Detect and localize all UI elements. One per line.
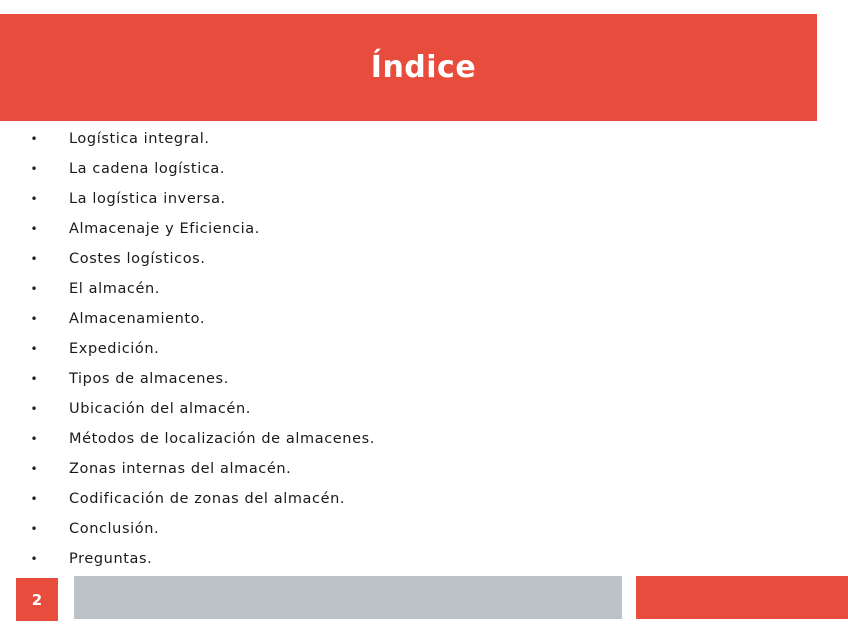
bullet-icon: • — [30, 282, 38, 296]
list-item-label: Métodos de localización de almacenes. — [69, 431, 375, 447]
list-item-label: Costes logísticos. — [69, 251, 206, 267]
list-item — [0, 394, 817, 424]
bullet-icon: • — [30, 222, 38, 236]
list-item-label: Almacenamiento. — [69, 311, 206, 327]
list-item-label: El almacén. — [69, 281, 161, 297]
bullet-icon: • — [30, 342, 38, 356]
page-number: 2 — [31, 590, 43, 609]
bullet-icon: • — [30, 402, 38, 416]
list-item-label: La logística inversa. — [69, 191, 226, 207]
bullet-icon: • — [30, 522, 38, 536]
list-item-label: Conclusión. — [69, 521, 160, 537]
bullet-icon: • — [30, 252, 38, 266]
list-item — [0, 544, 817, 574]
list-item — [0, 304, 817, 334]
bullet-icon: • — [30, 462, 38, 476]
list-item-label: Tipos de almacenes. — [69, 371, 229, 387]
list-item-label: Preguntas. — [69, 551, 153, 567]
bullet-icon: • — [30, 162, 38, 176]
list-item — [0, 484, 817, 514]
list-item-label: Codificación de zonas del almacén. — [69, 491, 346, 507]
list-item — [0, 334, 817, 364]
bullet-icon: • — [30, 312, 38, 326]
list-item — [0, 364, 817, 394]
footer-gray-bar — [74, 576, 622, 619]
list-item-label: La cadena logística. — [69, 161, 226, 177]
list-item — [0, 214, 817, 244]
list-item-label: Almacenaje y Eficiencia. — [69, 221, 260, 237]
bullet-icon: • — [30, 372, 38, 386]
index-list — [0, 124, 817, 574]
list-item — [0, 274, 817, 304]
list-item — [0, 454, 817, 484]
list-item — [0, 124, 817, 154]
list-item-label: Zonas internas del almacén. — [69, 461, 292, 477]
list-item-label: Expedición. — [69, 341, 160, 357]
list-item — [0, 244, 817, 274]
title-bar — [0, 14, 817, 121]
bullet-icon: • — [30, 192, 38, 206]
list-item-label: Logística integral. — [69, 131, 210, 147]
list-item — [0, 184, 817, 214]
list-item — [0, 424, 817, 454]
slide-title: Índice — [370, 50, 477, 85]
list-item — [0, 514, 817, 544]
bullet-icon: • — [30, 132, 38, 146]
list-item — [0, 154, 817, 184]
footer-accent-bar — [636, 576, 848, 619]
page-number-badge — [16, 578, 58, 621]
bullet-icon: • — [30, 492, 38, 506]
list-item-label: Ubicación del almacén. — [69, 401, 251, 417]
bullet-icon: • — [30, 552, 38, 566]
bullet-icon: • — [30, 432, 38, 446]
